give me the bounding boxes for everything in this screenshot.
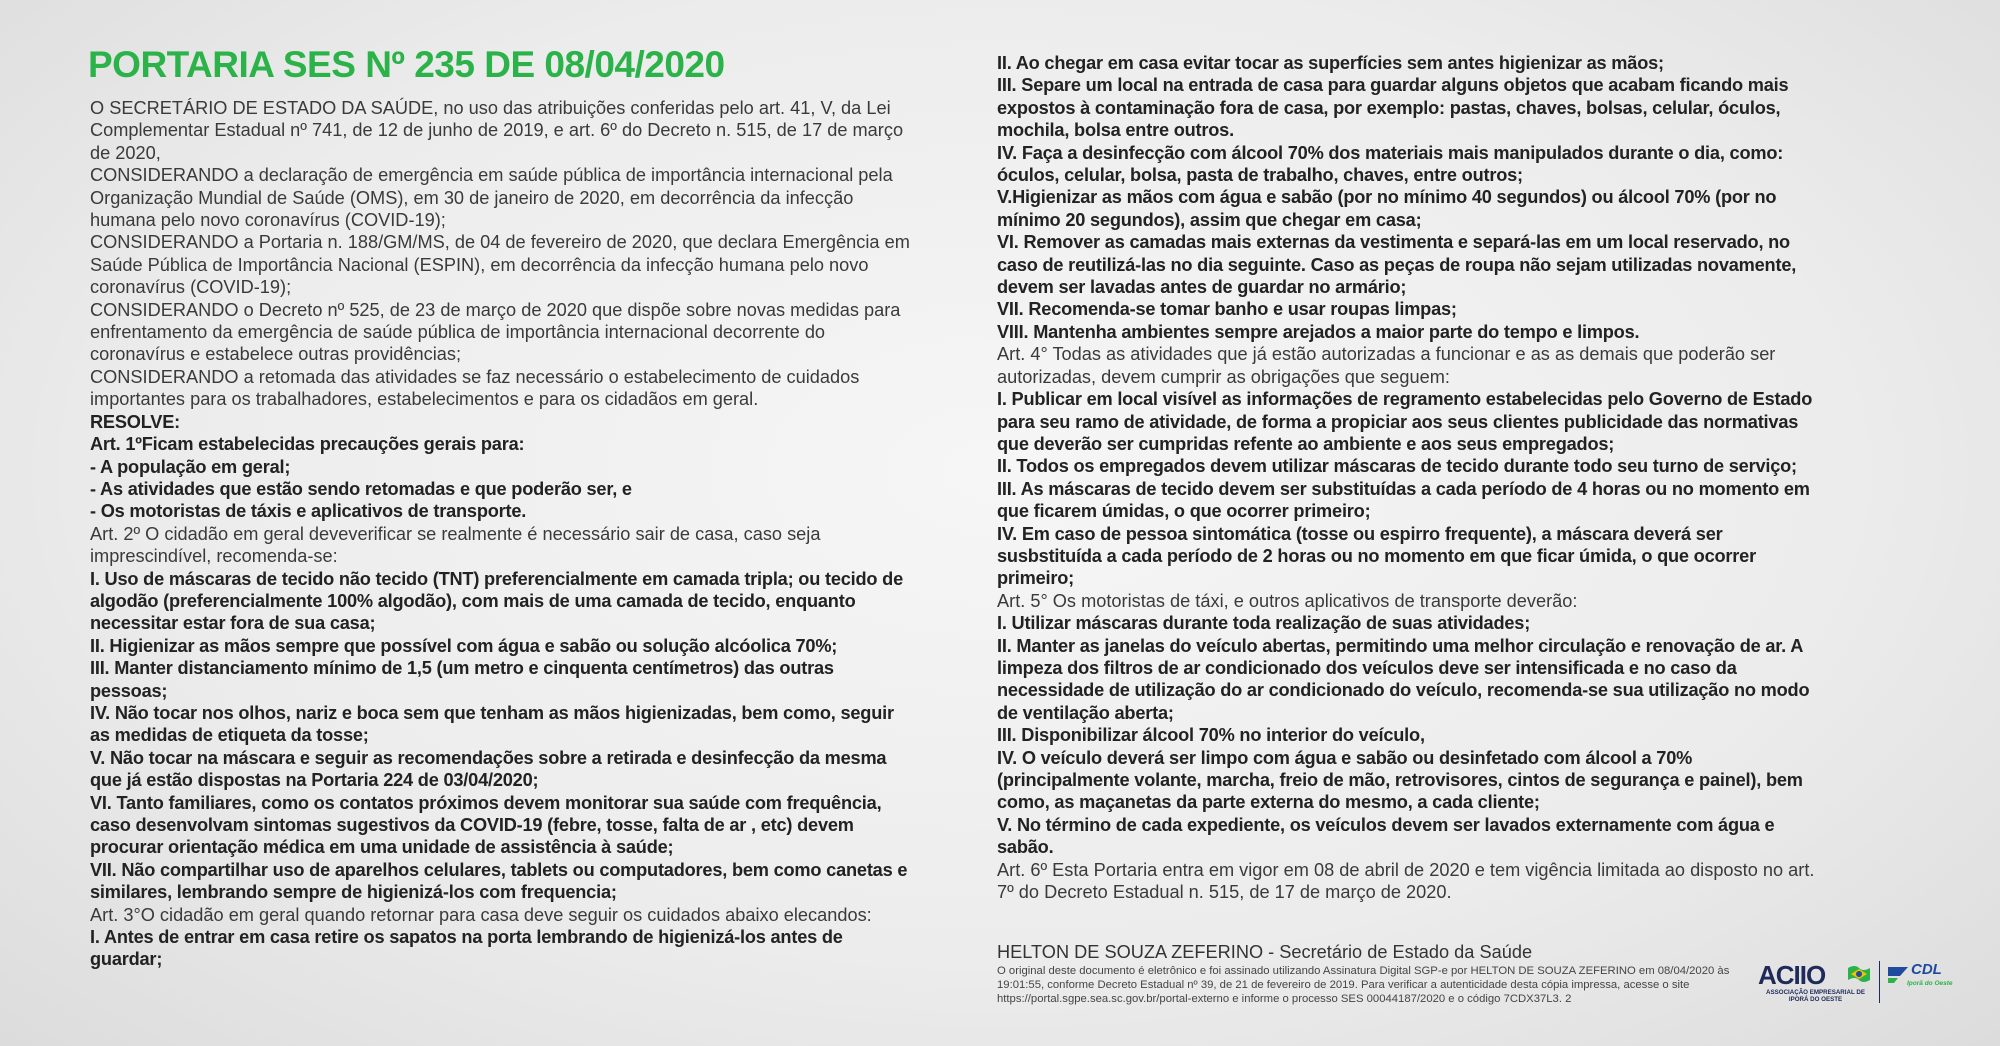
paragraph: V. No término de cada expediente, os veículos devem ser lavados externamente com água e sabão.	[997, 814, 1775, 858]
paragraph: - Os motoristas de táxis e aplicativos de transporte.	[90, 501, 527, 522]
document-title: PORTARIA SES Nº 235 DE 08/04/2020	[88, 44, 725, 85]
paragraph: IV. O veículo deverá ser limpo com água e sabão ou desinfetado com álcool a 70% (principalmente volante, marcha, freio de mão, retrovisores, cintos de segurança e painel), bem como, as maçanetas da parte externa do mesmo, a cada cliente;	[997, 747, 1803, 813]
paragraph: Art. 4° Todas as atividades que já estão autorizadas a funcionar e as as demais que poderão ser autorizadas, devem cumprir as obrigações que seguem:	[997, 344, 1776, 387]
paragraph: IV. Não tocar nos olhos, nariz e boca sem que tenham as mãos higienizadas, bem como, seguir as medidas de etiqueta da tosse;	[90, 702, 894, 746]
paragraph: II. Higienizar as mãos sempre que possível com água e sabão ou solução alcóolica 70%;	[90, 635, 838, 656]
right-text-flow	[997, 52, 1817, 903]
paragraph: CONSIDERANDO a declaração de emergência em saúde pública de importância internacional pela Organização Mundial de Saúde (OMS), em 30 de janeiro de 2020, em decorrência da infecção humana pelo novo coronavírus (COVID-19);	[90, 165, 893, 231]
paragraph: RESOLVE:	[90, 411, 181, 432]
cdl-logo-text: CDL	[1911, 961, 1942, 978]
paragraph: I. Publicar em local visível as informações de regramento estabelecidas pelo Governo de Estado para seu ramo de atividade, de forma a propiciar aos seus clientes publicidade das normativas que deverão ser cumpridas refente ao ambiente e aos seus empregados;	[997, 389, 1813, 454]
paragraph: Art. 2º O cidadão em geral deveverificar se realmente é necessário sair de casa, caso seja imprescindível, recomenda-se:	[90, 523, 821, 567]
paragraph: IV. Em caso de pessoa sintomática (tosse ou espirro frequente), a máscara deverá ser susbstituída a cada período de 2 horas ou no momento em que ficar úmida, o que ocorrer primeiro;	[997, 523, 1756, 589]
paragraph: III. As máscaras de tecido devem ser substituídas a cada período de 4 horas ou no momento em que ficarem úmidas, o que ocorrer primeiro;	[997, 478, 1810, 522]
acii-flag-icon	[1847, 964, 1871, 984]
sponsor-logos	[1755, 958, 1970, 1008]
paragraph: O SECRETÁRIO DE ESTADO DA SAÚDE, no uso das atribuições conferidas pelo art. 41, V, da Lei Complementar Estadual nº 741, de 12 de junho de 2019, e art. 6º do Decreto n. 515, de 17 de março de 2020,	[90, 98, 904, 163]
paragraph: CONSIDERANDO o Decreto nº 525, de 23 de março de 2020 que dispõe sobre novas medidas para enfrentamento da emergência de saúde pública de importância internacional decorrente do coronavírus e estabelece outras providências;	[90, 299, 901, 365]
paragraph: III. Manter distanciamento mínimo de 1,5 (um metro e cinquenta centímetros) das outras pessoas;	[90, 658, 834, 701]
paragraph: I. Utilizar máscaras durante toda realização de suas atividades;	[997, 613, 1531, 634]
paragraph: Art. 3°O cidadão em geral quando retornar para casa deve seguir os cuidados abaixo elecandos:	[90, 904, 872, 925]
paragraph: VII. Recomenda-se tomar banho e usar roupas limpas;	[997, 299, 1457, 320]
signature-line: HELTON DE SOUZA ZEFERINO - Secretário de Estado da Saúde	[997, 942, 1533, 962]
paragraph: - As atividades que estão sendo retomadas e que poderão ser, e	[90, 478, 632, 499]
paragraph: II. Manter as janelas do veículo abertas, permitindo uma melhor circulação e renovação de ar. A limpeza dos filtros de ar condicionado dos veículos deve ser intensificada e no caso da necessidade de utilização do ar condicionado do veículo, recomenda-se sua utilização no modo de ventilação aberta;	[997, 635, 1810, 723]
paragraph: II. Ao chegar em casa evitar tocar as superfícies sem antes higienizar as mãos;	[997, 53, 1664, 73]
paragraph: CONSIDERANDO a retomada das atividades se faz necessário o estabelecimento de cuidados importantes para os trabalhadores, estabelecimentos e para os cidadãos em geral.	[90, 366, 860, 410]
logo-divider	[1879, 961, 1880, 1003]
paragraph: VIII. Mantenha ambientes sempre arejados a maior parte do tempo e limpos.	[997, 321, 1640, 342]
paragraph: CONSIDERANDO a Portaria n. 188/GM/MS, de 04 de fevereiro de 2020, que declara Emergência em Saúde Pública de Importância Nacional (ESPIN), em decorrência da infecção humana pelo novo coronavírus (COVID-19);	[90, 232, 910, 298]
paragraph: VI. Remover as camadas mais externas da vestimenta e separá-las em um local reservado, no caso de reutilizá-las no dia seguinte. Caso as peças de roupa não sejam utilizadas novamente, devem ser lavadas antes de guardar no armário;	[997, 232, 1797, 298]
paragraph: VII. Não compartilhar uso de aparelhos celulares, tablets ou computadores, bem como canetas e similares, lembrando sempre de higienizá-los com frequencia;	[90, 859, 908, 903]
paragraph: IV. Faça a desinfecção com álcool 70% dos materiais mais manipulados durante o dia, como: óculos, celular, bolsa, pasta de trabalho, chaves, entre outros;	[997, 142, 1784, 186]
paragraph: I. Uso de máscaras de tecido não tecido (TNT) preferencialmente em camada tripla; ou tecido de algodão (preferencialmente 100% algodão), com mais de uma camada de tecido, enquanto necessitar estar fora de sua casa;	[90, 568, 904, 634]
left-text-flow	[90, 97, 910, 971]
paragraph: VI. Tanto familiares, como os contatos próximos devem monitorar sua saúde com frequência, caso desenvolvam sintomas sugestivos da COVID-19 (febre, tosse, falta de ar , etc) devem procurar orientação médica em uma unidade de assistência à saúde;	[90, 792, 882, 858]
authenticity-footnote: O original deste documento é eletrônico e foi assinado utilizando Assinatura Digital SGP-e por HELTON DE SOUZA ZEFERINO em 08/04/2020 às 19:01:55, conforme Decreto Estadual nº 39, de 21 de fevereiro de 2019. Para verificar a autenticidade desta cópia impressa, acesse o site https://portal.sgpe.sea.sc.gov.br/portal-externo e informe o processo SES 00044187/2020 e o código 7CDX37L3. 2	[997, 965, 1730, 1006]
acii-logo-subtitle: ASSOCIAÇÃO EMPRESARIAL DE IPORÁ DO OESTE	[1766, 989, 1865, 1003]
paragraph: Art. 6º Esta Portaria entra em vigor em 08 de abril de 2020 e tem vigência limitada ao disposto no art. 7º do Decreto Estadual n. 515, de 17 de março de 2020.	[997, 859, 1815, 903]
cdl-logo-subtitle: Iporã do Oeste	[1907, 980, 1953, 987]
paragraph: V.Higienizar as mãos com água e sabão (por no mínimo 40 segundos) ou álcool 70% (por no mínimo 20 segundos), assim que chegar em casa;	[997, 187, 1777, 230]
paragraph: V. Não tocar na máscara e seguir as recomendações sobre a retirada e desinfecção da mesma que já estão dispostas na Portaria 224 de 03/04/2020;	[90, 747, 887, 791]
paragraph: I. Antes de entrar em casa retire os sapatos na porta lembrando de higienizá-los antes de guardar;	[90, 927, 843, 970]
paragraph: Art. 5° Os motoristas de táxi, e outros aplicativos de transporte deverão:	[997, 590, 1578, 611]
paragraph: III. Separe um local na entrada de casa para guardar alguns objetos que acabam ficando mais expostos à contaminação fora de casa, por exemplo: pastas, chaves, bolsas, celular, óculos, mochila, bolsa entre outros.	[997, 75, 1789, 141]
paragraph: III. Disponibilizar álcool 70% no interior do veículo,	[997, 725, 1425, 746]
acii-logo-text: ACIIO	[1758, 960, 1826, 990]
paragraph: II. Todos os empregados devem utilizar máscaras de tecido durante todo seu turno de serviço;	[997, 456, 1797, 477]
paragraph: Art. 1ºFicam estabelecidas precauções gerais para:	[90, 434, 525, 455]
paragraph: - A população em geral;	[90, 456, 291, 477]
